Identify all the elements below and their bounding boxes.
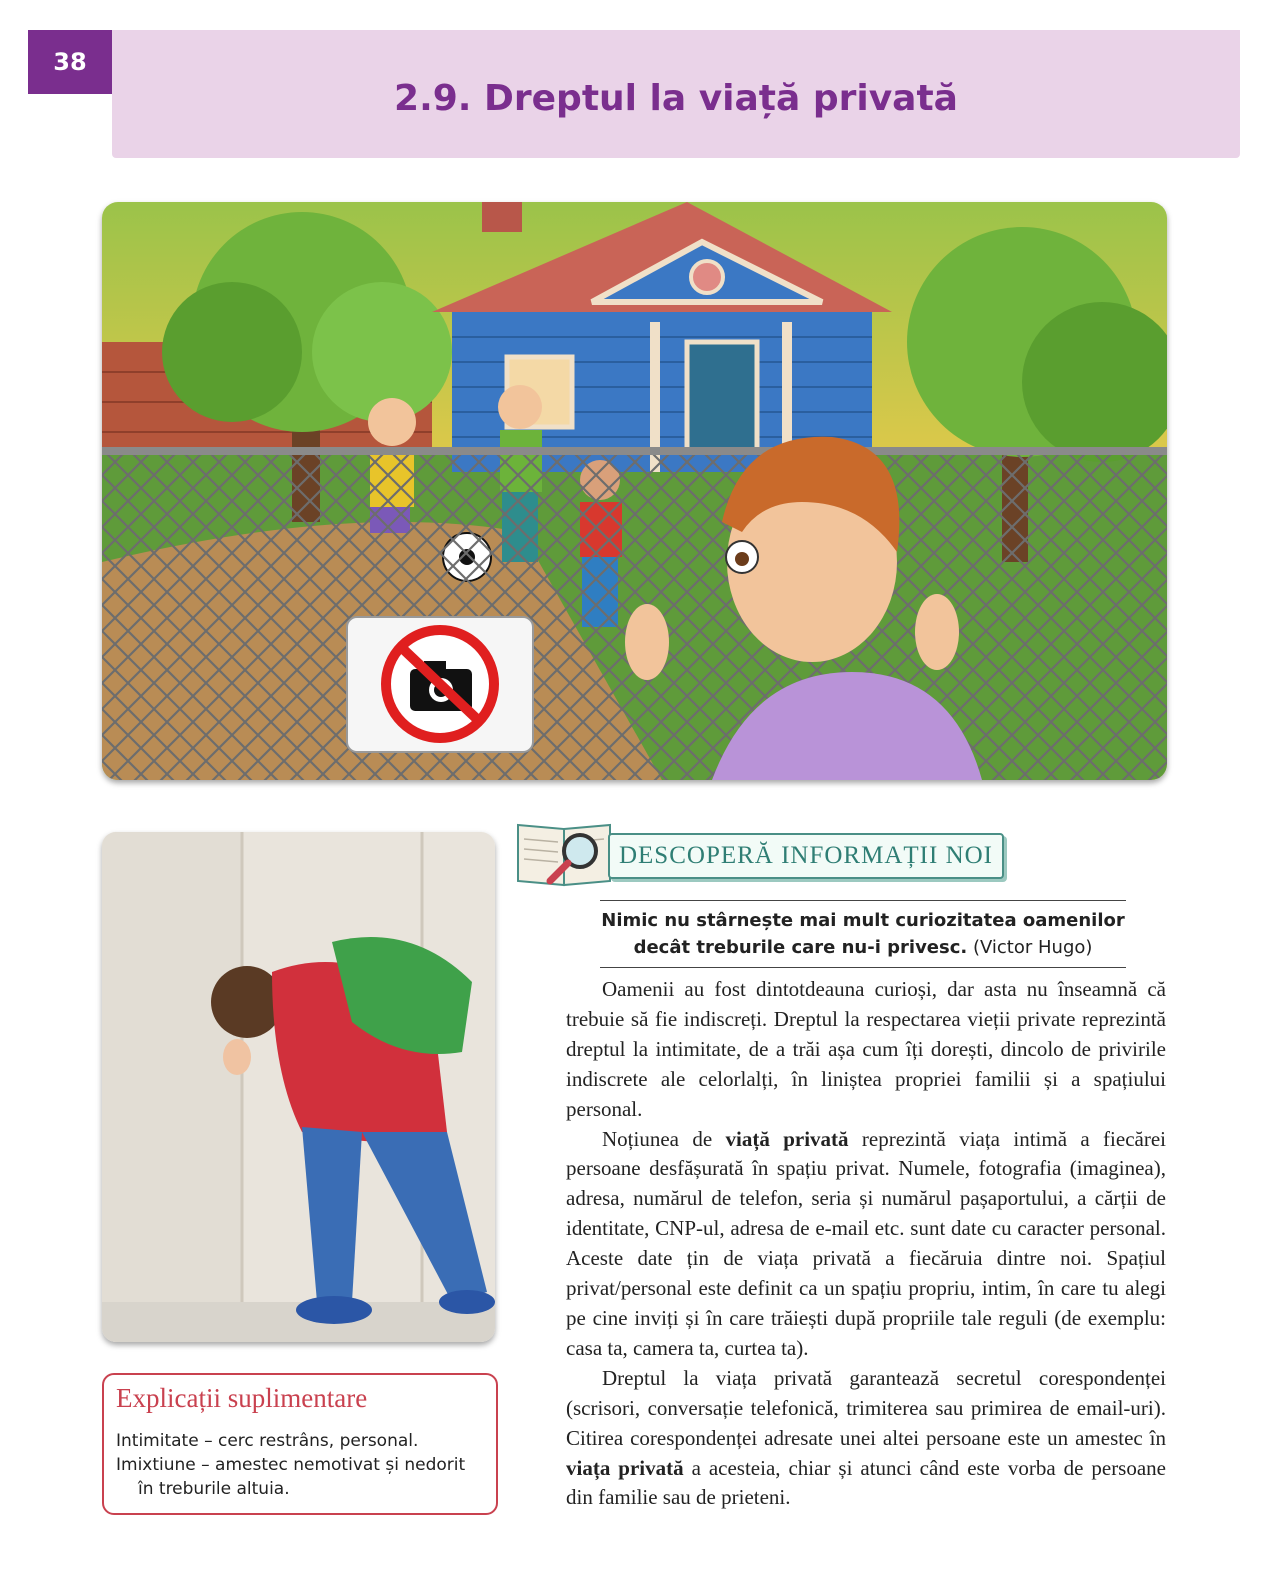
fence-illustration — [102, 202, 1167, 780]
paragraph-2: Noțiunea de viață privată reprezintă viața intimă a fiecărei persoane desfășurată în spațiu privat. Numele, fotografia (imaginea), adresa, numărul de telefon, seria și numărul pașaportului, a cărții de identitate, CNP-ul, adresa de e-mail etc. sunt date cu caracter personal. Aceste date țin de viața privată a fiecăruia dintre noi. Spațiul privat/personal este definit ca un spațiu propriu, intim, în care tu alegi pe cine inviți și în care trăiești după propriile tale reguli (de exemplu: casa ta, camera ta, curtea ta). — [566, 1126, 1166, 1360]
page-title: 2.9. Dreptul la viață privată — [394, 78, 958, 119]
explanation-imixtiune-cont: în treburile altuia. — [138, 1479, 290, 1499]
explanation-imixtiune: Imixtiune – amestec nemotivat și nedorit — [116, 1455, 466, 1475]
body-text — [566, 975, 1166, 1513]
paragraph-3: Dreptul la viața privată garantează secretul corespondenței (scrisori, conversație telefonică, trimiterea sau primirea de email-uri). Citirea corespondenței adresate unei altei persoane este un amestec în viața privată a acesteia, chiar și atunci când este vorba de persoane din familie sau de prieteni. — [566, 1365, 1166, 1510]
explanations-title: Explicații suplimentare — [116, 1383, 368, 1413]
explanations-box — [102, 1373, 498, 1515]
quote-line2: decât treburile care nu-i privesc. (Victor Hugo) — [633, 937, 1093, 958]
explanation-intimitate: Intimitate – cerc restrâns, personal. — [116, 1431, 419, 1451]
quote-block — [600, 900, 1126, 968]
page-number: 38 — [28, 30, 112, 94]
quote-line1: Nimic nu stârnește mai mult curiozitatea oamenilor — [601, 910, 1125, 931]
keyhole-photo — [102, 832, 495, 1342]
discover-label: DESCOPERĂ INFORMAȚII NOI — [608, 833, 1004, 879]
discover-header — [514, 815, 1014, 893]
paragraph-1: Oamenii au fost dintotdeauna curioși, dar asta nu înseamnă că trebuie să fie indiscreți. Dreptul la respectarea vieții private reprezintă dreptul la intimitate, de a trăi așa cum îți dorești, dincolo de privirile indiscrete ale celorlalți, în liniștea propriei familii și a spațiului personal. — [566, 977, 1166, 1121]
